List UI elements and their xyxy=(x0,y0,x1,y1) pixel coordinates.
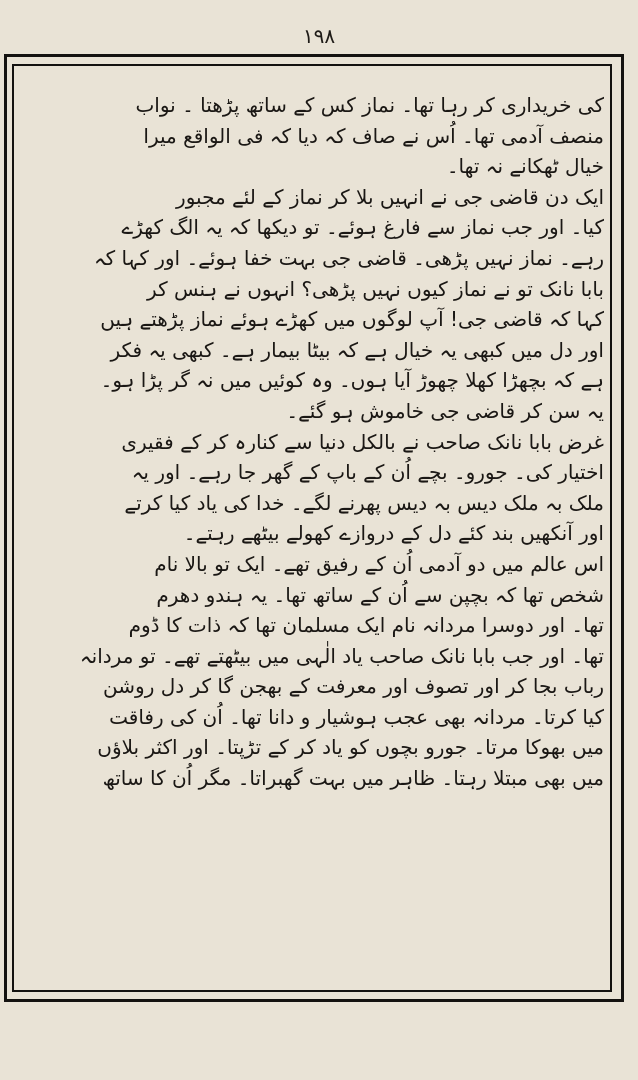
text-line: اختیار کی۔ جورو۔ بچے اُن کے باپ کے گھر جا رہے۔ اور یہ xyxy=(131,460,604,485)
text-line: اور دل میں کبھی یہ خیال ہے کہ بیٹا بیمار ہے۔ کبھی یہ فکر xyxy=(110,337,604,362)
text-line: کہا کہ قاضی جی! آپ لوگوں میں کھڑے ہوئے نماز پڑھتے ہیں xyxy=(100,307,604,332)
text-line: تھا۔ اور دوسرا مردانہ نام ایک مسلمان تھا کہ ذات کا ڈوم xyxy=(128,613,604,638)
text-line: تھا۔ اور جب بابا نانک صاحب یاد الٰہی میں بیٹھتے تھے۔ تو مردانہ xyxy=(79,643,604,668)
text-line: کی خریداری کر رہا تھا۔ نماز کس کے ساتھ پڑھتا ۔ نواب xyxy=(135,93,604,117)
text-line: اس عالم میں دو آدمی اُن کے رفیق تھے۔ ایک تو بالا نام xyxy=(154,551,604,576)
text-line: ملک بہ ملک دیس بہ دیس پھرنے لگے۔ خدا کی یاد کیا کرتے xyxy=(124,490,604,515)
text-line: شخص تھا کہ بچپن سے اُن کے ساتھ تھا۔ یہ ہندو دھرم xyxy=(156,582,604,607)
text-line: غرض بابا نانک صاحب نے بالکل دنیا سے کنارہ کر کے فقیری xyxy=(121,429,604,454)
text-line: ایک دن قاضی جی نے انہیں بلا کر نماز کے لئے مجبور xyxy=(176,184,604,209)
text-line: بابا نانک تو نے نماز کیوں نہیں پڑھی؟ انہوں نے ہنس کر xyxy=(147,276,604,301)
text-line: منصف آدمی تھا۔ اُس نے صاف کہ دیا کہ فی الواقع میرا xyxy=(143,123,604,148)
text-line: یہ سن کر قاضی جی خاموش ہو گئے۔ xyxy=(286,398,604,423)
text-line: رباب بجا کر اور تصوف اور معرفت کے بھجن گا کر دل روشن xyxy=(103,674,604,699)
text-line: اور آنکھیں بند کئے دل کے دروازے کھولے بیٹھے رہتے۔ xyxy=(183,521,604,546)
text-line: ہے کہ بچھڑا کھلا چھوڑ آیا ہوں۔ وہ کوئیں میں نہ گر پڑا ہو۔ xyxy=(100,368,604,393)
text-line: کیا۔ اور جب نماز سے فارغ ہوئے۔ تو دیکھا کہ یہ الگ کھڑے xyxy=(121,215,604,240)
text-line: کیا کرتا۔ مردانہ بھی عجب ہوشیار و دانا تھا۔ اُن کی رفاقت xyxy=(109,704,604,729)
text-line: خیال ٹھکانے نہ تھا۔ xyxy=(446,154,604,179)
text-line: رہے۔ نماز نہیں پڑھی۔ قاضی جی بہت خفا ہوئے۔ اور کہا کہ xyxy=(93,245,604,270)
body-text xyxy=(26,90,604,794)
page-number: ۱۹۸ xyxy=(302,24,336,48)
text-line: میں بھوکا مرتا۔ جورو بچوں کو یاد کر کے تڑپتا۔ اور اکثر بلاؤں xyxy=(97,735,604,760)
text-line: میں بھی مبتلا رہتا۔ ظاہر میں بہت گھبراتا۔ مگر اُن کا ساتھ xyxy=(102,766,604,791)
